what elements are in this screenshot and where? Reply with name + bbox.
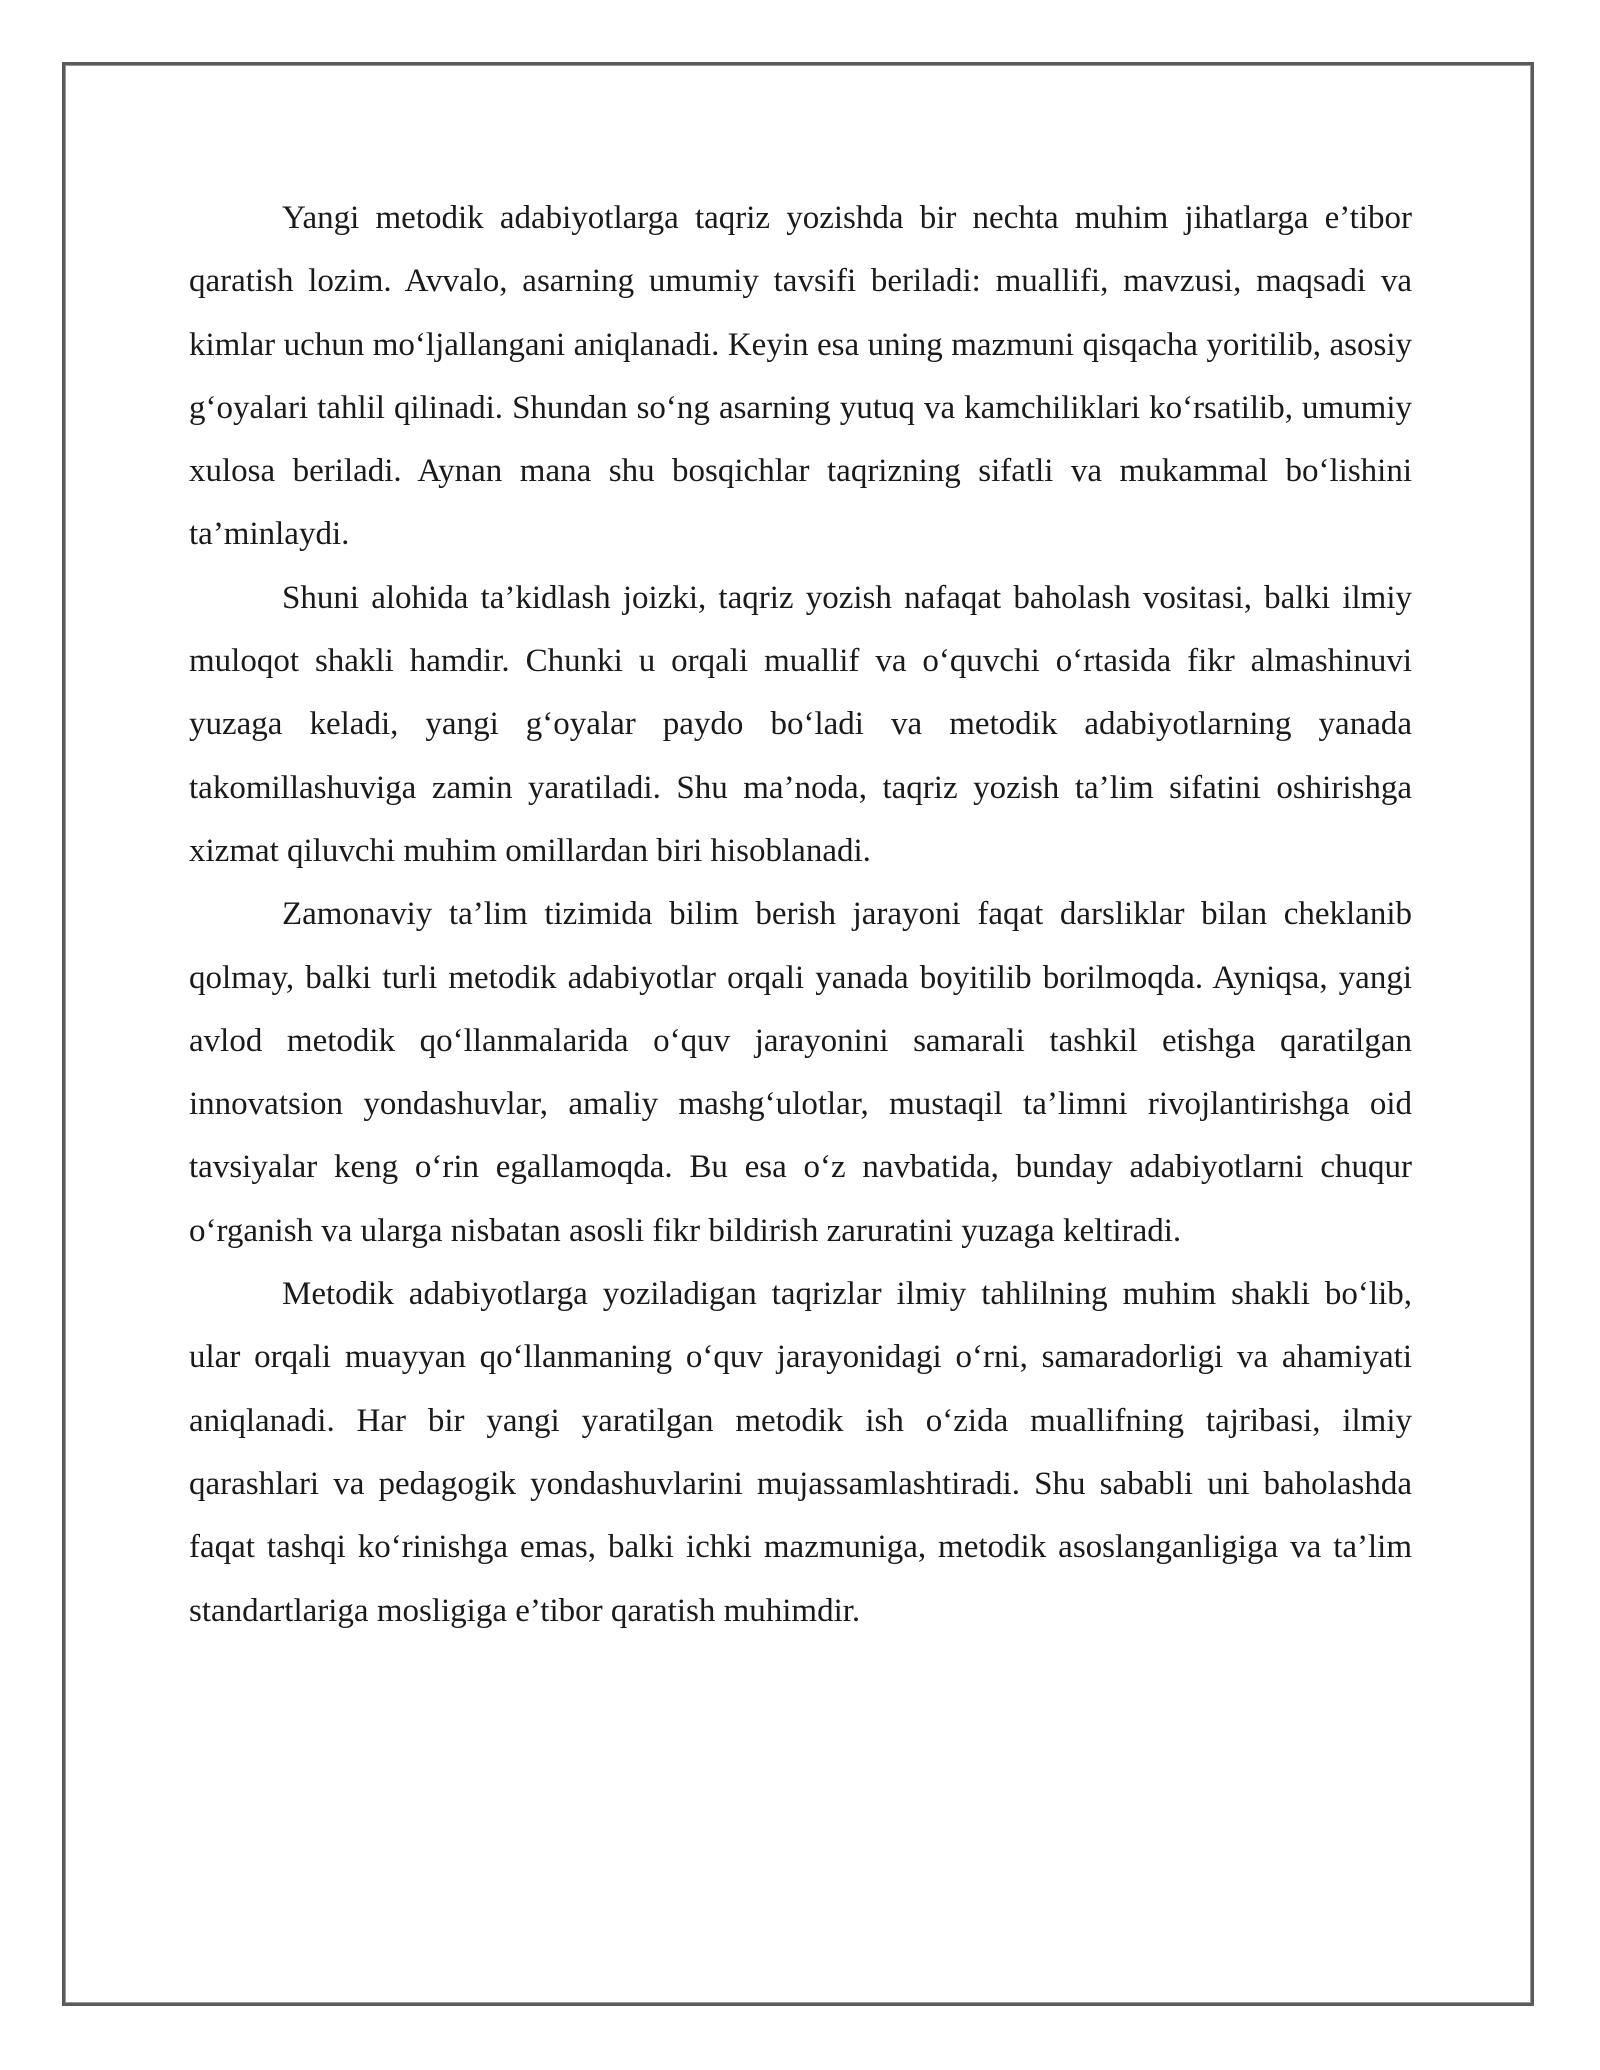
document-body [189, 187, 1412, 1643]
paragraph-2: Shuni alohida ta’kidlash joizki, taqriz yozish nafaqat baholash vositasi, balki ilmiy muloqot shakli hamdir. Chunki u orqali muallif va o‘quvchi o‘rtasida fikr almashinuvi yuzaga keladi, yangi g‘oyalar paydo bo‘ladi va metodik adabiyotlarning yanada takomillashuviga zamin yaratiladi. Shu ma’noda, taqriz yozish ta’lim sifatini oshirishga xizmat qiluvchi muhim omillardan biri hisoblanadi. [189, 579, 1412, 869]
paragraph-4: Metodik adabiyotlarga yoziladigan taqrizlar ilmiy tahlilning muhim shakli bo‘lib, ular orqali muayyan qo‘llanmaning o‘quv jarayonidagi o‘rni, samaradorligi va ahamiyati aniqlanadi. Har bir yangi yaratilgan metodik ish o‘zida muallifning tajribasi, ilmiy qarashlari va pedagogik yondashuvlarini mujassamlashtiradi. Shu sababli uni baholashda faqat tashqi ko‘rinishga emas, balki ichki mazmuniga, metodik asoslanganligiga va ta’lim standartlariga mosligiga e’tibor qaratish muhimdir. [189, 1276, 1412, 1629]
paragraph-1: Yangi metodik adabiyotlarga taqriz yozishda bir nechta muhim jihatlarga e’tibor qaratish lozim. Avvalo, asarning umumiy tavsifi beriladi: muallifi, mavzusi, maqsadi va kimlar uchun mo‘ljallangani aniqlanadi. Keyin esa uning mazmuni qisqacha yoritilib, asosiy g‘oyalari tahlil qilinadi. Shundan so‘ng asarning yutuq va kamchiliklari ko‘rsatilib, umumiy xulosa beriladi. Aynan mana shu bosqichlar taqrizning sifatli va mukammal bo‘lishini ta’minlaydi. [189, 200, 1412, 553]
paragraph-3: Zamonaviy ta’lim tizimida bilim berish jarayoni faqat darsliklar bilan cheklanib qolmay, balki turli metodik adabiyotlar orqali yanada boyitilib borilmoqda. Ayniqsa, yangi avlod metodik qo‘llanmalarida o‘quv jarayonini samarali tashkil etishga qaratilgan innovatsion yondashuvlar, amaliy mashg‘ulotlar, mustaqil ta’limni rivojlantirishga oid tavsiyalar keng o‘rin egallamoqda. Bu esa o‘z navbatida, bunday adabiyotlarni chuqur o‘rganish va ularga nisbatan asosli fikr bildirish zaruratini yuzaga keltiradi. [189, 896, 1412, 1249]
